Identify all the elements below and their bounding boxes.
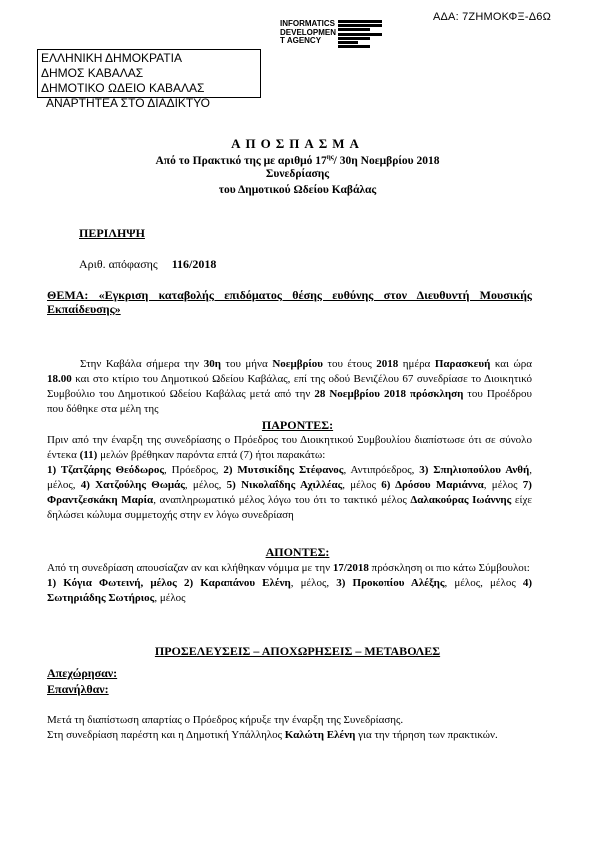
decision-value: 116/2018 [171,257,217,271]
departed-label: Απεχώρησαν: [47,666,118,680]
minutes-sup: ης [326,153,334,161]
returned-label: Επανήλθαν: [47,682,109,696]
authority-line-3: ΔΗΜΟΤΙΚΟ ΩΔΕΙΟ ΚΑΒΑΛΑΣ [41,81,205,95]
authority-line-2: ΔΗΜΟΣ ΚΑΒΑΛΑΣ [41,66,144,80]
present-paragraph: Πριν από την έναρξη της συνεδρίασης ο Πρόεδρος του Διοικητικού Συμβουλίου διαπίστωσε ότι σε σύνολο έντεκα (11) μελών βρέθηκαν παρόντα επτά (7) ήτοι παρακάτω: 1) Τζατζάρης Θεόδωρος, Πρόεδρος, 2) Μυτσικίδης Στέφανος, Αντιπρόεδρος, 3) Σπηλιοπούλου Ανθή, μέλος, 4) Χατζούλης Θωμάς, μέλος, 5) Νικολαΐδης Αχιλλέας, μέλος 6) Δρόσου Μαριάννα, μέλος 7) Φραντζεσκάκη Μαρία, αναπληρωματικό μέλος λόγω του ότι το τακτικό μέλος Δαλακούρας Ιωάννης είχε δηλώσει κώλυμα συμμετοχής στην εν λόγω συνεδρίαση [47,434,532,521]
conservatory-label: του Δημοτικού Ωδείου Καβάλας [218,184,377,196]
changes-heading: ΠΡΟΣΕΛΕΥΣΕΙΣ – ΑΠΟΧΩΡΗΣΕΙΣ – ΜΕΤΑΒΟΛΕΣ [154,644,441,658]
logo-line-1: INFORMATICS [280,19,335,28]
summary-heading: ΠΕΡΙΛΗΨΗ [79,226,145,240]
decision-label: Αριθ. απόφασης [79,257,158,271]
document-title: ΑΠΟΣΠΑΣΜΑ [231,136,364,151]
minutes-prefix: Από το Πρακτικό της με αριθμό 17 [155,154,327,167]
publish-note: ΑΝΑΡΤΗΤΕΑ ΣΤΟ ΔΙΑΔΙΚΤΥΟ [46,96,210,110]
ada-code: ΑΔΑ: 7ΖΗΜΟΚΦΞ-Δ6Ω [432,11,551,23]
logo-fine-print [338,20,382,49]
minutes-suffix: / 30η Νοεμβρίου 2018 [333,154,440,167]
present-heading: ΠΑΡΟΝΤΕΣ: [261,418,334,432]
absent-paragraph: Από τη συνεδρίαση απουσίαζαν αν και κλήθηκαν νόμιμα με την 17/2018 πρόσκληση οι πιο κάτω Σύμβουλοι: 1) Κόγια Φωτεινή, μέλος 2) Καραπάνου Ελένη, μέλος, 3) Προκοπίου Αλέξης, μέλος, μέλος 4) Σωτηριάδης Σωτήριος, μέλος [47,562,532,604]
authority-box [37,49,261,98]
informatics-agency-logo [280,20,388,48]
closing-paragraph: Μετά τη διαπίστωση απαρτίας ο Πρόεδρος κήρυξε την έναρξη της Συνεδρίασης. Στη συνεδρίαση παρέστη και η Δημοτική Υπάλληλος Καλώτη Ελένη για την τήρηση των πρακτικών. [47,714,498,741]
logo-line-2: DEVELOPMEN [280,27,337,37]
intro-paragraph: Στην Καβάλα σήμερα την 30η του μήνα Νοεμβρίου του έτους 2018 ημέρα Παρασκευή και ώρα 18.00 και στο κτίριο του Δημοτικού Ωδείου Καβάλας, επί της οδού Βενιζέλου 67 συνεδρίασε το Διοικητικό Συμβούλιο του Δημοτικού Ωδείου Καβάλας μετά από την 28 Νοεμβρίου 2018 πρόσκληση του Προέδρου που δόθηκε στα μέλη της [47,358,533,415]
minutes-reference [0,153,595,167]
logo-line-3: T AGENCY [280,36,322,46]
decision-number [79,257,216,272]
session-label: Συνεδρίασης [265,168,330,180]
subject-line: ΘΕΜΑ: «Εγκριση καταβολής επιδόματος θέσης ευθύνης στον Διευθυντή Μουσικής Εκπαίδευσης» [47,288,532,316]
authority-line-1: ΕΛΛΗΝΙΚΗ ΔΗΜΟΚΡΑΤΙΑ [41,51,182,65]
absent-heading: ΑΠΟΝΤΕΣ: [265,545,330,559]
